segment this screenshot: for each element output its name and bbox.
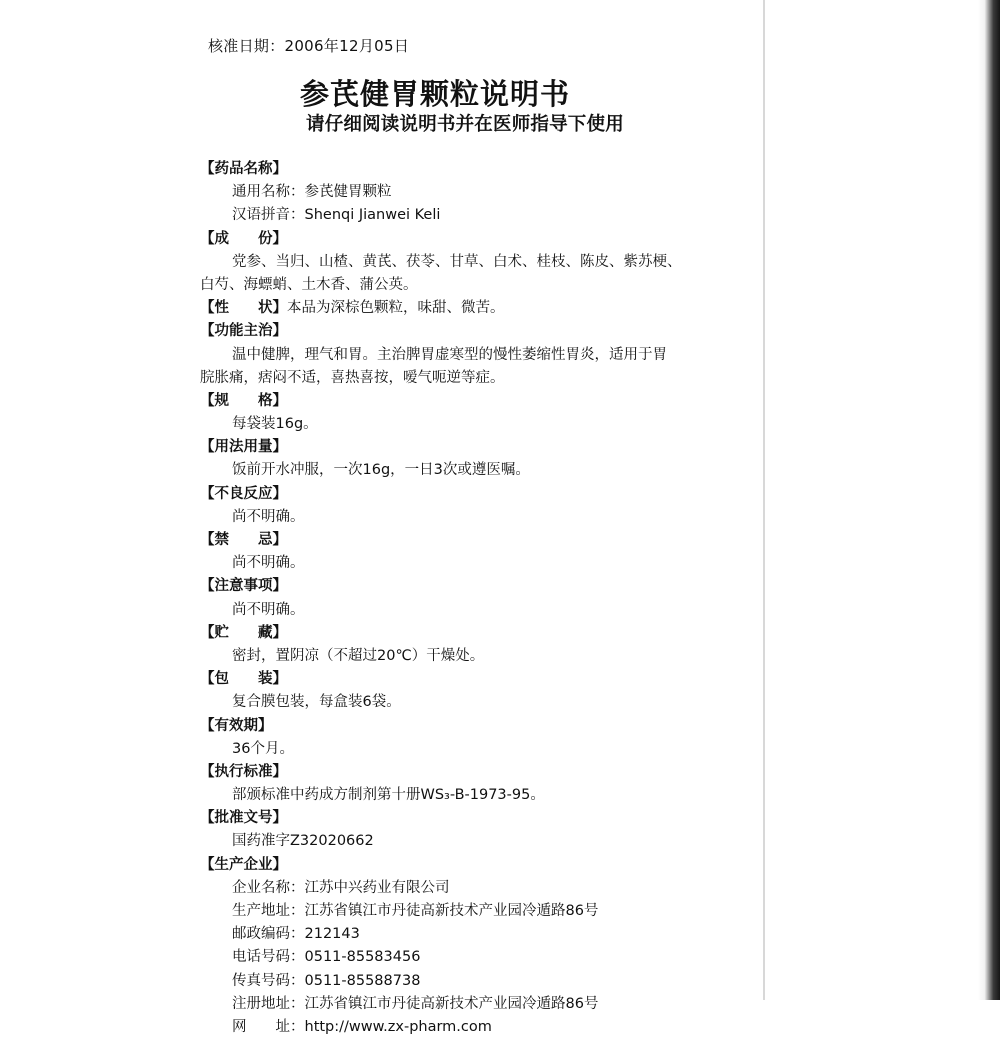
validity-text: 36个月。	[232, 740, 294, 757]
approval-date: 核准日期：2006年12月05日	[208, 37, 410, 55]
ingredients-line-1: 党参、当归、山楂、黄芪、茯苓、甘草、白术、桂枝、陈皮、紫苏梗、	[232, 253, 682, 270]
package-text: 复合膜包装，每盒装6袋。	[232, 694, 401, 711]
section-header-contraindications: 【禁 忌】	[200, 532, 287, 548]
ingredients-line-2: 白芍、海螵蛸、土木香、蒲公英。	[200, 276, 418, 293]
section-header-spec: 【规 格】	[200, 392, 287, 409]
registered-address: 注册地址：江苏省镇江市丹徒高新技术产业园冷遁路86号	[232, 995, 599, 1012]
generic-name: 通用名称：参芪健胃颗粒	[232, 184, 392, 201]
postal-code: 邮政编码：212143	[232, 926, 360, 943]
production-address: 生产地址：江苏省镇江市丹徒高新技术产业园冷遁路86号	[232, 903, 599, 919]
website: 网 址：http://www.zx-pharm.com	[232, 1018, 492, 1035]
spec-text: 每袋装16g。	[232, 416, 318, 433]
document-title: 参芪健胃颗粒说明书	[300, 77, 571, 111]
company-name: 企业名称：江苏中兴药业有限公司	[232, 879, 450, 896]
indications-line-2: 脘胀痛，痞闷不适，喜热喜按，嗳气呃逆等症。	[200, 369, 505, 386]
section-header-indications: 【功能主治】	[200, 323, 287, 340]
indications-line-1: 温中健脾，理气和胃。主治脾胃虚寒型的慢性萎缩性胃炎，适用于胃	[232, 346, 667, 363]
fax-number: 传真号码：0511-85588738	[232, 972, 421, 989]
document-subtitle: 请仔细阅读说明书并在医师指导下使用	[306, 114, 624, 135]
properties-text: 本品为深棕色颗粒，味甜、微苦。	[287, 300, 505, 317]
adverse-text: 尚不明确。	[232, 508, 305, 525]
section-header-package: 【包 装】	[200, 671, 287, 688]
section-header-standard: 【执行标准】	[200, 763, 287, 780]
pinyin-name: 汉语拼音：Shenqi Jianwei Keli	[232, 207, 441, 224]
storage-text: 密封，置阴凉（不超过20℃）干燥处。	[232, 647, 485, 664]
section-header-validity: 【有效期】	[200, 717, 273, 734]
section-header-adverse: 【不良反应】	[200, 485, 287, 502]
scan-fold-line	[763, 0, 765, 1000]
section-header-approval-number: 【批准文号】	[200, 810, 287, 827]
precautions-text: 尚不明确。	[232, 601, 305, 618]
approval-number-text: 国药准字Z32020662	[232, 833, 374, 850]
section-header-name: 【药品名称】	[200, 161, 287, 177]
section-header-storage: 【贮 藏】	[200, 624, 287, 641]
scan-edge-shadow	[978, 0, 1000, 1000]
section-header-ingredients: 【成 份】	[200, 230, 287, 247]
leaflet-body	[200, 158, 740, 1039]
usage-text: 饭前开水冲服，一次16g，一日3次或遵医嘱。	[232, 462, 530, 479]
section-header-precautions: 【注意事项】	[200, 578, 287, 595]
standard-text: 部颁标准中药成方制剂第十册WS₃-B-1973-95。	[232, 787, 545, 804]
contraindications-text: 尚不明确。	[232, 555, 305, 572]
phone-number: 电话号码：0511-85583456	[232, 949, 421, 966]
section-header-properties: 【性 状】	[200, 300, 287, 317]
section-header-usage: 【用法用量】	[200, 439, 287, 456]
section-header-manufacturer: 【生产企业】	[200, 856, 287, 873]
